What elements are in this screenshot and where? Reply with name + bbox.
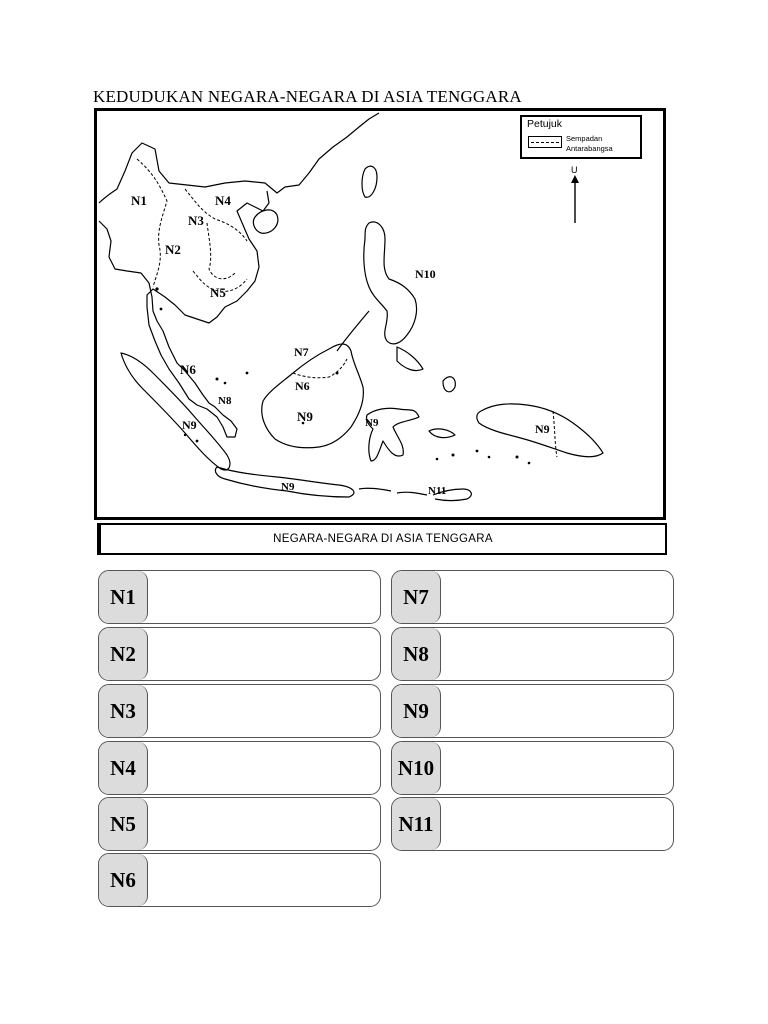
- answer-box-n6[interactable]: [98, 853, 381, 907]
- border-line-sample: [528, 136, 562, 148]
- answer-field[interactable]: [441, 571, 673, 623]
- map-label-n11: N11: [428, 485, 447, 497]
- answer-field[interactable]: [148, 854, 380, 906]
- answer-box-n8[interactable]: [391, 627, 674, 681]
- answer-label: N9: [392, 685, 441, 737]
- answer-label: N10: [392, 742, 441, 794]
- map-label-n1: N1: [131, 193, 147, 208]
- legend-label-line2: Antarabangsa: [566, 144, 613, 153]
- answer-label: N7: [392, 571, 441, 623]
- answer-label: N3: [99, 685, 148, 737]
- answer-field[interactable]: [441, 798, 673, 850]
- answer-field[interactable]: [148, 798, 380, 850]
- answer-field[interactable]: [441, 685, 673, 737]
- legend-label-line1: Sempadan: [566, 134, 603, 143]
- mainland-coastline: [99, 113, 379, 437]
- map-label-n5: N5: [210, 285, 226, 300]
- answer-field[interactable]: [148, 628, 380, 680]
- answer-box-n4[interactable]: [98, 741, 381, 795]
- north-letter: U: [571, 165, 578, 175]
- answer-label: N2: [99, 628, 148, 680]
- answer-box-n1[interactable]: [98, 570, 381, 624]
- answer-box-n10[interactable]: [391, 741, 674, 795]
- answer-label: N8: [392, 628, 441, 680]
- answer-label: N5: [99, 798, 148, 850]
- maluku-islands: [429, 377, 455, 438]
- answer-box-n11[interactable]: [391, 797, 674, 851]
- answer-label: N6: [99, 854, 148, 906]
- north-arrow-icon: [569, 175, 583, 235]
- answer-label: N1: [99, 571, 148, 623]
- borneo-island: [262, 344, 364, 448]
- answer-field[interactable]: [441, 742, 673, 794]
- map-label-n9-papua: N9: [535, 422, 550, 436]
- answer-field[interactable]: [441, 628, 673, 680]
- map-label-n7: N7: [294, 345, 309, 359]
- answer-box-n5[interactable]: [98, 797, 381, 851]
- map-label-n4: N4: [215, 193, 231, 208]
- taiwan-island: [362, 166, 377, 197]
- map-label-n9-sulawesi: N9: [365, 417, 379, 429]
- map-label-n9-java: N9: [281, 481, 295, 493]
- map-label-n9-sumatra: N9: [182, 418, 197, 432]
- answer-box-n2[interactable]: [98, 627, 381, 681]
- map-label-n10: N10: [415, 267, 436, 281]
- answer-label: N11: [392, 798, 441, 850]
- map-label-n2: N2: [165, 242, 181, 257]
- lesser-sunda-islands: [359, 488, 471, 500]
- map-label-n9-borneo: N9: [297, 409, 313, 424]
- small-island-dots: [155, 287, 530, 464]
- legend-title: Petujuk: [527, 118, 563, 130]
- sumatra-island: [121, 353, 230, 470]
- map-caption: NEGARA-NEGARA DI ASIA TENGGARA: [97, 523, 667, 555]
- map-label-n8: N8: [218, 395, 232, 407]
- answer-box-n3[interactable]: [98, 684, 381, 738]
- international-borders: [137, 159, 557, 457]
- answer-field[interactable]: [148, 685, 380, 737]
- answer-field[interactable]: [148, 571, 380, 623]
- answer-label: N4: [99, 742, 148, 794]
- page-title: KEDUDUKAN NEGARA-NEGARA DI ASIA TENGGARA: [93, 87, 522, 106]
- answer-box-n7[interactable]: [391, 570, 674, 624]
- map-label-n6-peninsular: N6: [180, 362, 196, 377]
- answer-box-n9[interactable]: [391, 684, 674, 738]
- map-legend: [520, 115, 642, 159]
- map-label-n3: N3: [188, 213, 204, 228]
- southeast-asia-map: [94, 108, 666, 520]
- answer-field[interactable]: [148, 742, 380, 794]
- hainan-island: [253, 210, 278, 233]
- map-label-n6-borneo: N6: [295, 379, 310, 393]
- north-arrow: [569, 165, 583, 225]
